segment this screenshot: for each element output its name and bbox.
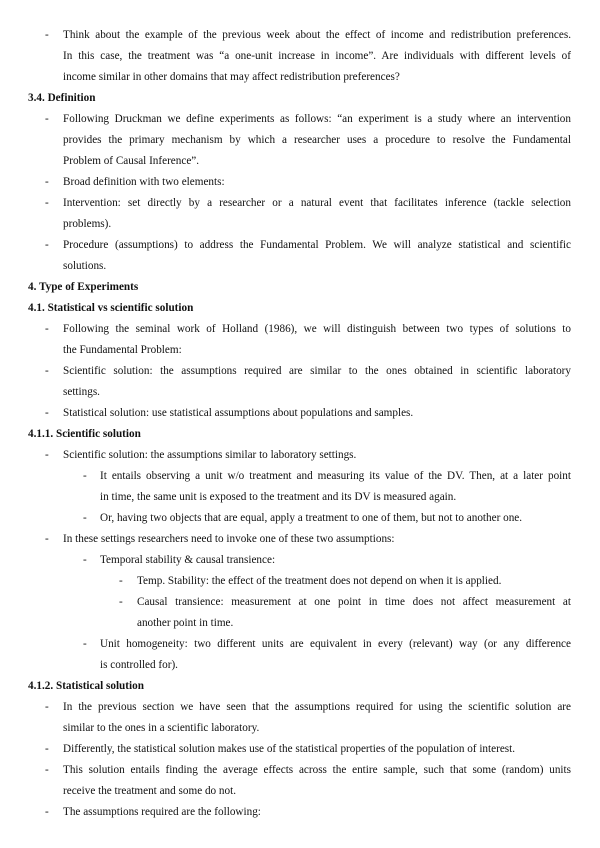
bullet-text: is controlled for).: [100, 659, 178, 671]
bullet-text: Following Druckman we define experiments as follows: “an experiment is a study where an intervention: [63, 113, 571, 125]
bullet-dash: -: [45, 323, 49, 335]
bullet-text: Intervention: set directly by a researcher or a natural event that facilitates inference (tackle selection: [63, 197, 571, 209]
bullet-text: Think about the example of the previous week about the effect of income and redistribution preferences.: [63, 29, 571, 41]
bullet-dash: -: [45, 197, 49, 209]
bullet-text: income similar in other domains that may affect redistribution preferences?: [63, 71, 400, 83]
bullet-text: problems).: [63, 218, 112, 230]
bullet-dash: -: [45, 29, 49, 41]
bullet-dash: -: [119, 596, 123, 608]
bullet-text: another point in time.: [137, 617, 234, 629]
bullet-dash: -: [83, 512, 87, 524]
bullet-text: Unit homogeneity: two different units are equivalent in every (relevant) way (or any difference: [100, 638, 571, 650]
bullet-dash: -: [83, 470, 87, 482]
bullet-dash: -: [45, 239, 49, 251]
bullet-text: provides the primary mechanism by which a researcher uses a procedure to resolve the Fundamental: [63, 134, 571, 146]
bullet-dash: -: [45, 806, 49, 818]
bullet-text: It entails observing a unit w/o treatment and measuring its value of the DV. Then, at a later point: [100, 470, 571, 482]
bullet-text: Problem of Causal Inference”.: [63, 155, 200, 167]
bullet-text: Temporal stability & causal transience:: [100, 554, 276, 566]
bullet-dash: -: [45, 533, 49, 545]
bullet-text: In the previous section we have seen that the assumptions required for using the scientific solution are: [63, 701, 571, 713]
bullet-dash: -: [45, 365, 49, 377]
bullet-text: Causal transience: measurement at one point in time does not affect measurement at: [137, 596, 571, 608]
section-heading: 4.1.1. Scientific solution: [28, 428, 141, 440]
bullet-text: Scientific solution: the assumptions required are similar to the ones obtained in scientific laboratory: [63, 365, 571, 377]
bullet-text: Procedure (assumptions) to address the Fundamental Problem. We will analyze statistical and scientific: [63, 239, 571, 251]
bullet-text: The assumptions required are the following:: [63, 806, 261, 818]
bullet-dash: -: [45, 407, 49, 419]
bullet-dash: -: [45, 449, 49, 461]
bullet-text: similar to the ones in a scientific laboratory.: [63, 722, 260, 734]
bullet-text: Scientific solution: the assumptions similar to laboratory settings.: [63, 449, 357, 461]
section-heading: 4.1.2. Statistical solution: [28, 680, 144, 692]
bullet-text: In these settings researchers need to invoke one of these two assumptions:: [63, 533, 395, 545]
bullet-dash: -: [83, 554, 87, 566]
bullet-text: settings.: [63, 386, 100, 398]
bullet-text: Statistical solution: use statistical assumptions about populations and samples.: [63, 407, 414, 419]
bullet-text: This solution entails finding the average effects across the entire sample, such that some (random) units: [63, 764, 571, 776]
section-heading: 4. Type of Experiments: [28, 281, 139, 293]
bullet-dash: -: [119, 575, 123, 587]
bullet-text: In this case, the treatment was “a one-unit increase in income”. Are individuals with different levels of: [63, 50, 571, 62]
bullet-dash: -: [45, 743, 49, 755]
section-heading: 3.4. Definition: [28, 92, 96, 104]
bullet-dash: -: [45, 764, 49, 776]
bullet-text: in time, the same unit is exposed to the treatment and its DV is measured again.: [100, 491, 457, 503]
bullet-dash: -: [45, 701, 49, 713]
bullet-text: Or, having two objects that are equal, apply a treatment to one of them, but not to another one.: [100, 512, 523, 524]
bullet-text: solutions.: [63, 260, 107, 272]
bullet-text: Temp. Stability: the effect of the treatment does not depend on when it is applied.: [137, 575, 502, 587]
bullet-text: Differently, the statistical solution makes use of the statistical properties of the population of interest.: [63, 743, 516, 755]
bullet-text: Broad definition with two elements:: [63, 176, 225, 188]
bullet-text: the Fundamental Problem:: [63, 344, 182, 356]
bullet-dash: -: [45, 113, 49, 125]
bullet-dash: -: [45, 176, 49, 188]
bullet-text: receive the treatment and some do not.: [63, 785, 237, 797]
section-heading: 4.1. Statistical vs scientific solution: [28, 302, 194, 314]
bullet-dash: -: [83, 638, 87, 650]
bullet-text: Following the seminal work of Holland (1986), we will distinguish between two types of solutions to: [63, 323, 571, 335]
